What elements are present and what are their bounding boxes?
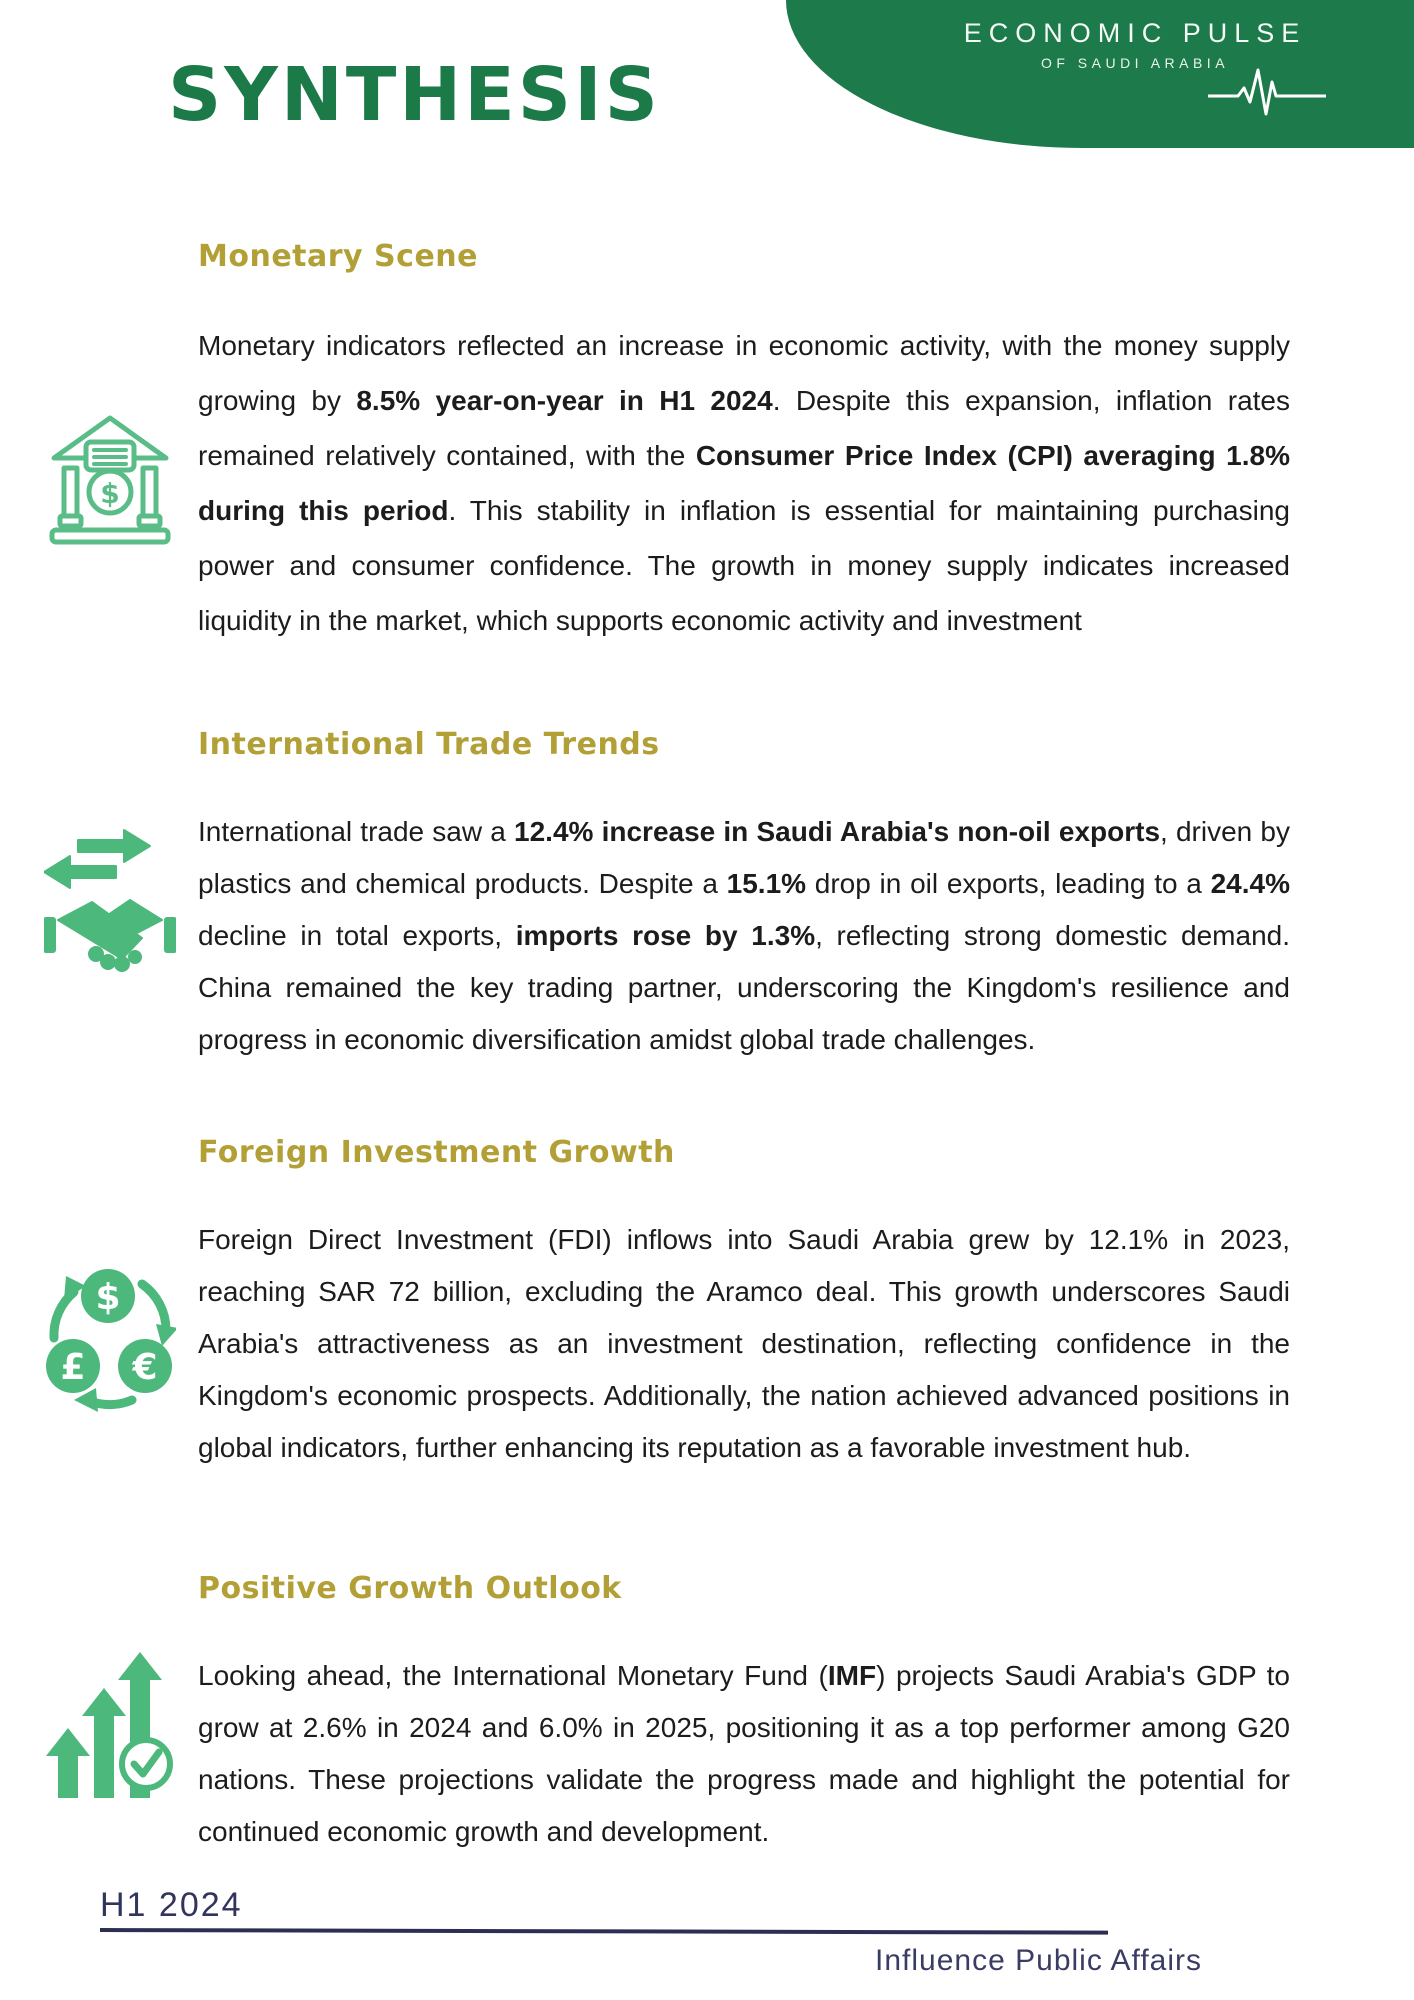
svg-text:$: $ bbox=[100, 477, 120, 510]
brand-subtitle: OF SAUDI ARABIA bbox=[1040, 55, 1230, 71]
section-growth-outlook bbox=[198, 1572, 1290, 1858]
growth-arrows-check-icon bbox=[38, 1650, 178, 1800]
period-label: H1 2024 bbox=[100, 1886, 243, 1924]
heartbeat-icon bbox=[1208, 60, 1326, 118]
brand-badge bbox=[786, 0, 1414, 148]
trade-arrows-handshake-icon bbox=[44, 826, 176, 984]
section-heading: Foreign Investment Growth bbox=[198, 1135, 675, 1170]
section-body: International trade saw a 12.4% increase in Saudi Arabia's non-oil exports, driven by plastics and chemical products. Despite a 15.1% drop in oil exports, leading to a 24.4% decline in total exports, imports rose by 1.3%, reflecting strong domestic demand. China remained the key trading partner, underscoring the Kingdom's resilience and progress in economic diversification amidst global trade challenges. bbox=[198, 816, 1291, 1055]
svg-text:£: £ bbox=[60, 1347, 86, 1388]
bank-dollar-icon bbox=[44, 406, 176, 552]
page-title: SYNTHESIS bbox=[168, 52, 661, 138]
svg-text:$: $ bbox=[95, 1277, 121, 1318]
currency-exchange-cycle-icon bbox=[44, 1260, 176, 1412]
section-monetary-scene bbox=[198, 240, 1290, 648]
section-foreign-investment bbox=[198, 1136, 1290, 1474]
section-heading: Positive Growth Outlook bbox=[198, 1571, 622, 1606]
section-body: Foreign Direct Investment (FDI) inflows into Saudi Arabia grew by 12.1% in 2023, reaching SAR 72 billion, excluding the Aramco deal. This growth underscores Saudi Arabia's attractiveness as an investment destination, reflecting confidence in the Kingdom's economic prospects. Additionally, the nation achieved advanced positions in global indicators, further enhancing its reputation as a favorable investment hub. bbox=[198, 1224, 1290, 1463]
section-international-trade bbox=[198, 728, 1290, 1066]
organization-label: Influence Public Affairs bbox=[875, 1944, 1202, 1977]
section-body: Looking ahead, the International Monetary Fund (IMF) projects Saudi Arabia's GDP to grow at 2.6% in 2024 and 6.0% in 2025, positioning it as a top performer among G20 nations. These projections validate the progress made and highlight the potential for continued economic growth and development. bbox=[198, 1660, 1291, 1847]
svg-text:€: € bbox=[132, 1347, 158, 1388]
section-body: Monetary indicators reflected an increase in economic activity, with the money supply growing by 8.5% year-on-year in H1 2024. Despite this expansion, inflation rates remained relatively contained, with the Consumer Price Index (CPI) averaging 1.8% during this period. This stability in inflation is essential for maintaining purchasing power and consumer confidence. The growth in money supply indicates increased liquidity in the market, which supports economic activity and investment bbox=[198, 330, 1290, 636]
section-heading: International Trade Trends bbox=[198, 727, 660, 762]
brand-title: ECONOMIC PULSE bbox=[963, 18, 1307, 48]
footer-divider bbox=[100, 1928, 1108, 1935]
section-heading: Monetary Scene bbox=[198, 239, 478, 274]
